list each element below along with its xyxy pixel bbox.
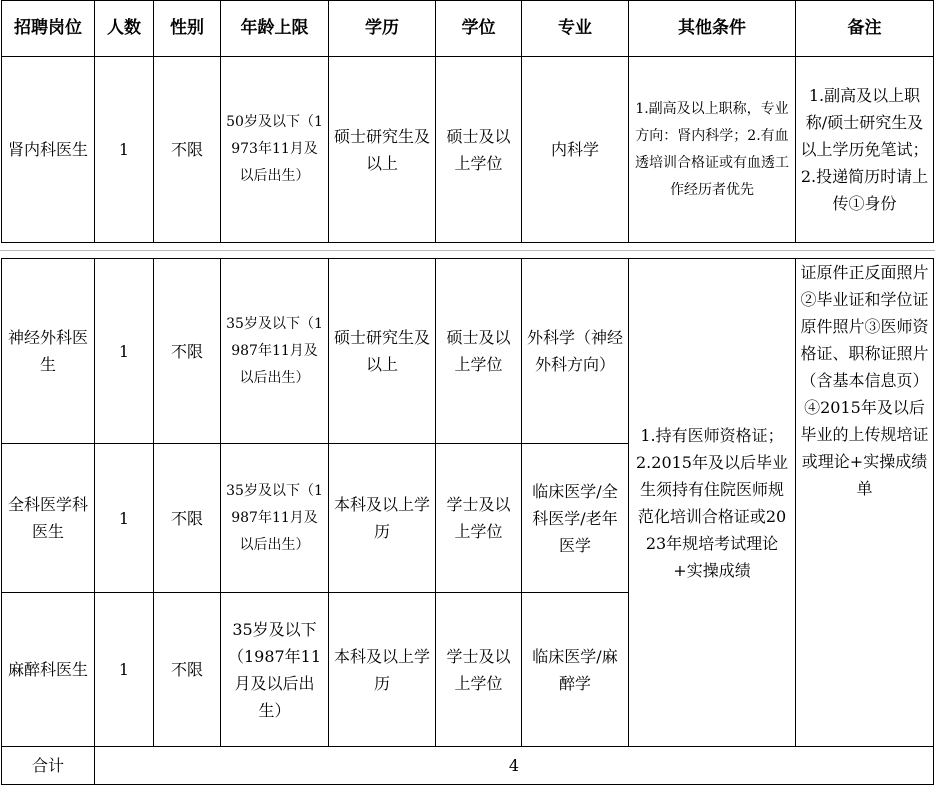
- cell-education: 本科及以上学历: [329, 593, 436, 747]
- header-education: 学历: [329, 1, 436, 57]
- cell-gender: 不限: [154, 57, 221, 243]
- cell-count: 1: [95, 444, 154, 593]
- table-row: [2, 57, 934, 243]
- cell-count: 1: [95, 259, 154, 444]
- cell-position: 全科医学科医生: [2, 444, 95, 593]
- cell-major: 临床医学/麻醉学: [522, 593, 629, 747]
- table-row: [2, 259, 934, 444]
- header-gender: 性别: [154, 1, 221, 57]
- cell-gender: 不限: [154, 444, 221, 593]
- cell-education: 硕士研究生及以上: [329, 259, 436, 444]
- cell-age: 35岁及以下（1987年11月及以后出生）: [221, 593, 329, 747]
- cell-degree: 学士及以上学位: [436, 593, 522, 747]
- recruitment-table-bottom: [1, 258, 934, 785]
- cell-count: 1: [95, 593, 154, 747]
- cell-age: 35岁及以下（1987年11月及以后出生）: [221, 444, 329, 593]
- cell-major: 外科学（神经外科方向）: [522, 259, 629, 444]
- cell-remarks-part2: 证原件正反面照片②毕业证和学位证原件照片③医师资格证、职称证照片（含基本信息页）④2015年及以后毕业的上传规培证或理论+实操成绩单: [796, 259, 934, 747]
- cell-remarks-part1: 1.副高及以上职称/硕士研究生及以上学历免笔试；2.投递简历时请上传①身份: [796, 57, 934, 243]
- cell-gender: 不限: [154, 259, 221, 444]
- header-age: 年龄上限: [221, 1, 329, 57]
- total-row: [2, 747, 934, 785]
- header-row: [2, 1, 934, 57]
- header-remarks: 备注: [796, 1, 934, 57]
- header-other: 其他条件: [629, 1, 796, 57]
- cell-major: 临床医学/全科医学/老年医学: [522, 444, 629, 593]
- header-position: 招聘岗位: [2, 1, 95, 57]
- header-count: 人数: [95, 1, 154, 57]
- cell-position: 麻醉科医生: [2, 593, 95, 747]
- total-value: 4: [95, 747, 934, 785]
- cell-education: 本科及以上学历: [329, 444, 436, 593]
- cell-degree: 硕士及以上学位: [436, 259, 522, 444]
- header-degree: 学位: [436, 1, 522, 57]
- recruitment-table-top: [1, 0, 934, 243]
- cell-education: 硕士研究生及以上: [329, 57, 436, 243]
- cell-position: 神经外科医生: [2, 259, 95, 444]
- cell-other: 1.副高及以上职称，专业方向：肾内科学；2.有血透培训合格证或有血透工作经历者优先: [629, 57, 796, 243]
- header-major: 专业: [522, 1, 629, 57]
- page-break-line: [0, 250, 935, 251]
- cell-age: 50岁及以下（1973年11月及以后出生）: [221, 57, 329, 243]
- cell-degree: 硕士及以上学位: [436, 57, 522, 243]
- cell-degree: 学士及以上学位: [436, 444, 522, 593]
- cell-gender: 不限: [154, 593, 221, 747]
- cell-age: 35岁及以下（1987年11月及以后出生）: [221, 259, 329, 444]
- cell-position: 肾内科医生: [2, 57, 95, 243]
- cell-major: 内科学: [522, 57, 629, 243]
- total-label: 合计: [2, 747, 95, 785]
- cell-shared-other: 1.持有医师资格证；2.2015年及以后毕业生须持有住院医师规范化培训合格证或2023年规培考试理论+实操成绩: [629, 259, 796, 747]
- cell-count: 1: [95, 57, 154, 243]
